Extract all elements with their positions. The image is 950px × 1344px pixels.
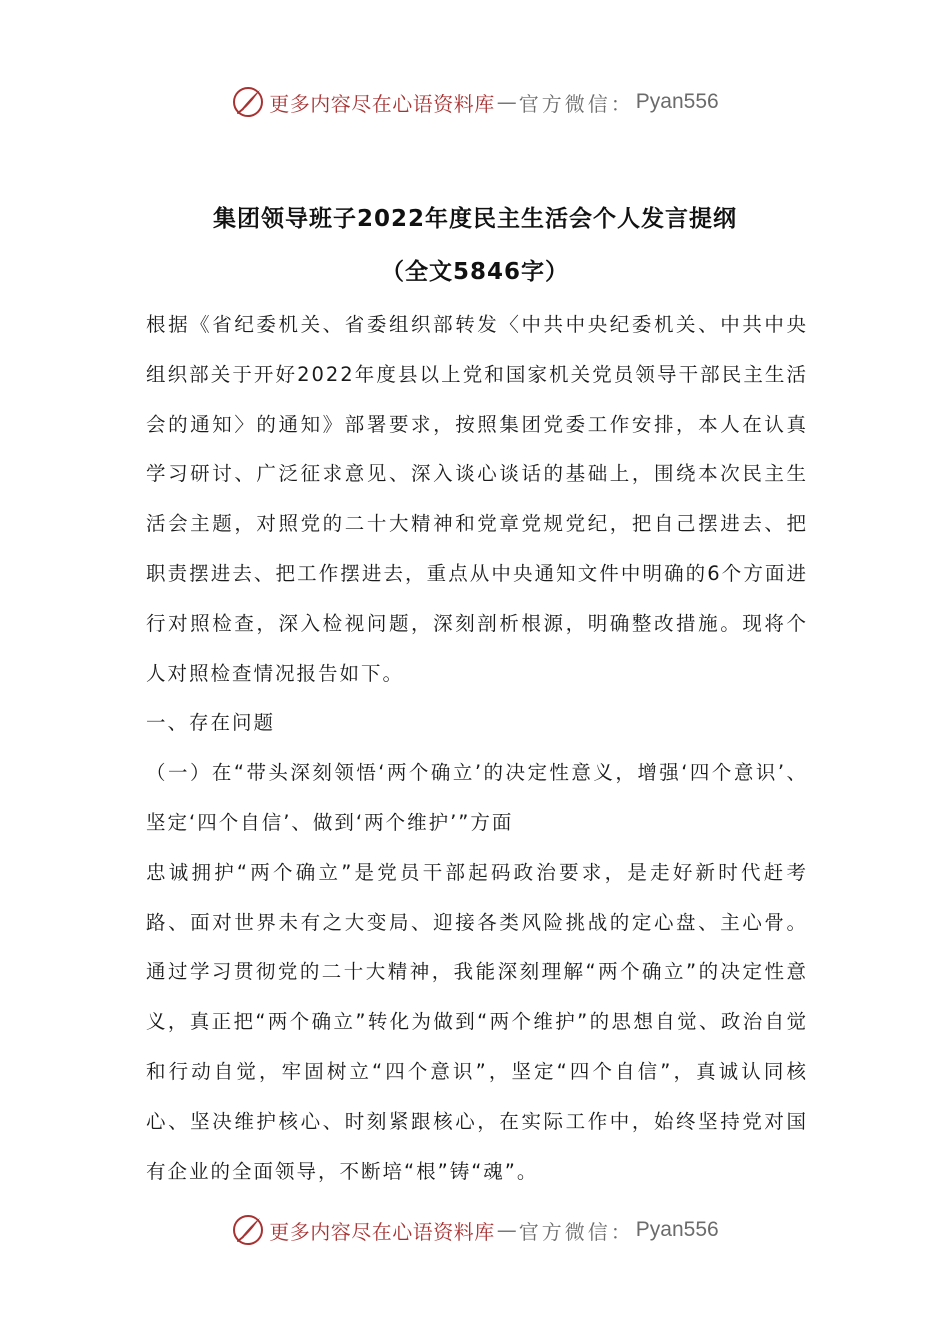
watermark-brand-text: 更多内容尽在心语资料库: [269, 91, 495, 116]
watermark-official-text: 官方微信：: [518, 1219, 634, 1244]
body-paragraph: 忠诚拥护“两个确立”是党员干部起码政治要求，是走好新时代赶考路、面对世界未有之大变局、迎接各类风险挑战的定心盘、主心骨。通过学习贯彻党的二十大精神，我能深刻理解“两个确立”的决定性意义，真正把“两个确立”转化为做到“两个维护”的思想自觉、政治自觉和行动自觉，牢固树立“四个意识”，坚定“四个自信”，真诚认同核心、坚决维护核心、时刻紧跟核心，在实际工作中，始终坚持党对国有企业的全面领导，不断培“根”铸“魂”。: [146, 860, 808, 1183]
document-subtitle: （全文5846字）: [380, 259, 569, 285]
quill-pen-logo-icon: [231, 1213, 265, 1247]
watermark-dash: —: [496, 90, 517, 114]
subsection-heading: （一）在“带头深刻领悟‘两个确立’的决定性意义，增强‘四个意识’、坚定‘四个自信’、做到‘两个维护’”方面: [146, 761, 808, 834]
document-title: 集团领导班子2022年度民主生活会个人发言提纲: [212, 206, 737, 232]
watermark-dash: —: [496, 1218, 517, 1242]
header-watermark: [0, 82, 950, 122]
watermark-wechat-id: Pyan556: [635, 1218, 719, 1241]
watermark-wechat-id: Pyan556: [635, 90, 719, 113]
footer-watermark: [0, 1210, 950, 1250]
intro-paragraph: 根据《省纪委机关、省委组织部转发〈中共中央纪委机关、中共中央组织部关于开好2022年度县以上党和国家机关党员领导干部民主生活会的通知〉的通知》部署要求，按照集团党委工作安排，本人在认真学习研讨、广泛征求意见、深入谈心谈话的基础上，围绕本次民主生活会主题，对照党的二十大精神和党章党规党纪，把自己摆进去、把职责摆进去、把工作摆进去，重点从中央通知文件中明确的6个方面进行对照检查，深入检视问题，深刻剖析根源，明确整改措施。现将个人对照检查情况报告如下。: [146, 313, 808, 685]
document-body: [146, 300, 808, 1196]
watermark-brand-text: 更多内容尽在心语资料库: [269, 1219, 495, 1244]
quill-pen-logo-icon: [231, 85, 265, 119]
section-heading: 一、存在问题: [146, 711, 276, 735]
watermark-official-text: 官方微信：: [518, 91, 634, 116]
